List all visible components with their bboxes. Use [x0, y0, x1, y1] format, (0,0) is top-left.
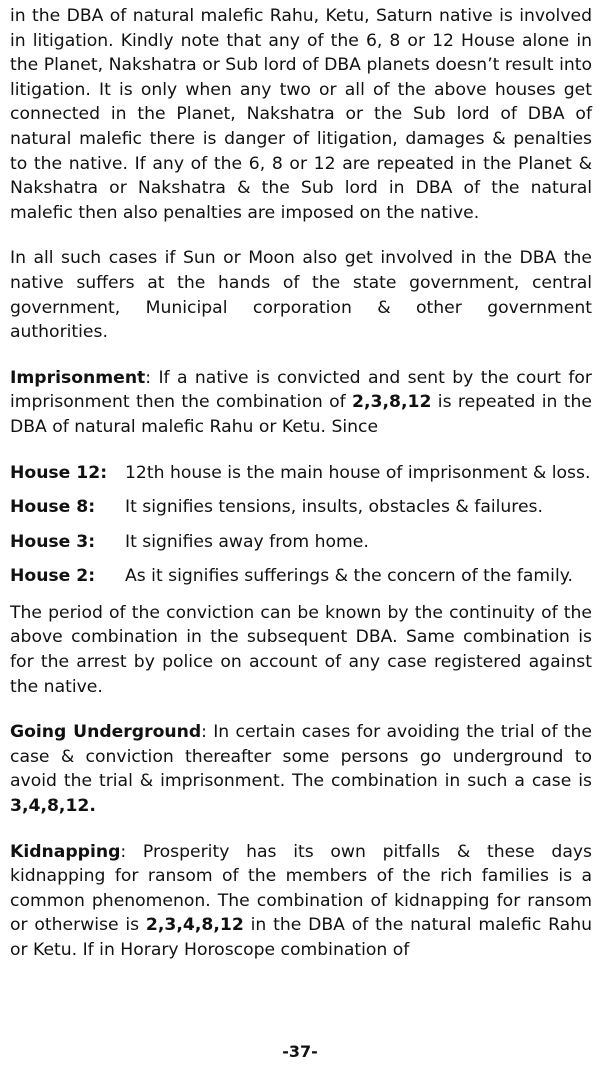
underground-text-a: : In certain cases for avoiding the trial of the case & conviction thereafter some persons go underground to avoid the trial & imprisonment. The combination in such a case is [10, 722, 592, 792]
house-label: House 12: [10, 462, 108, 483]
house-description: It signifies tensions, insults, obstacles & failures. [125, 497, 543, 518]
paragraph-kidnapping [10, 840, 592, 963]
paragraph-government: In all such cases if Sun or Moon also get involved in the DBA the native suffers at the hands of the state government, central government, Municipal corporation & other government authorities. [10, 248, 592, 343]
house-2-row [10, 564, 592, 589]
paragraph-conviction: The period of the conviction can be known by the continuity of the above combination in the subsequent DBA. Same combination is for the arrest by police on account of any case registered against the native. [10, 602, 592, 697]
page-body [10, 4, 592, 963]
imprisonment-heading: Imprisonment [10, 367, 146, 388]
kidnapping-text-b: in the DBA of the natural malefic Rahu or Ketu. If in Horary Horoscope combination of [10, 915, 592, 960]
house-12-row [10, 461, 592, 486]
page-number: -37- [282, 1042, 318, 1061]
paragraph-underground [10, 720, 592, 818]
house-3-row [10, 530, 592, 555]
imprisonment-text-a: : If a native is convicted and sent by the court for imprisonment then the combination of [10, 367, 592, 413]
underground-heading: Going Underground [10, 722, 202, 743]
kidnapping-combination: 2,3,4,8,12 [145, 915, 244, 936]
underground-combination: 3,4,8,12. [10, 796, 96, 817]
kidnapping-text-a: : Prosperity has its own pitfalls & these days kidnapping for ransom of the members of the rich families is a common phenomenon. The combination of kidnapping for ransom or otherwise is [10, 841, 592, 936]
house-label: House 8: [10, 497, 96, 518]
house-label: House 3: [10, 531, 96, 552]
kidnapping-heading: Kidnapping [10, 841, 121, 862]
paragraph-imprisonment [10, 366, 592, 440]
house-8-row [10, 495, 592, 520]
house-label: House 2: [10, 566, 96, 587]
imprisonment-combination: 2,3,8,12 [352, 392, 432, 413]
house-description: As it signifies sufferings & the concern of the family. [125, 566, 573, 587]
house-description: It signifies away from home. [125, 531, 369, 552]
imprisonment-text-b: is repeated in the DBA of natural malefic Rahu or Ketu. Since [10, 392, 592, 437]
house-description: 12th house is the main house of imprisonment & loss. [125, 462, 591, 483]
paragraph-litigation: in the DBA of natural malefic Rahu, Ketu, Saturn native is involved in litigation. Kindly note that any of the 6, 8 or 12 House alone in the Planet, Nakshatra or Sub lord of DBA planets doesn’t result into litigation. It is only when any two or all of the above houses get connected in the Planet, Nakshatra or the Sub lord of DBA of natural malefic there is danger of litigation, damages & penalties to the native. If any of the 6, 8 or 12 are repeated in the Planet & Nakshatra or Nakshatra & the Sub lord in DBA of the natural malefic then also penalties are imposed on the native. [10, 6, 592, 223]
